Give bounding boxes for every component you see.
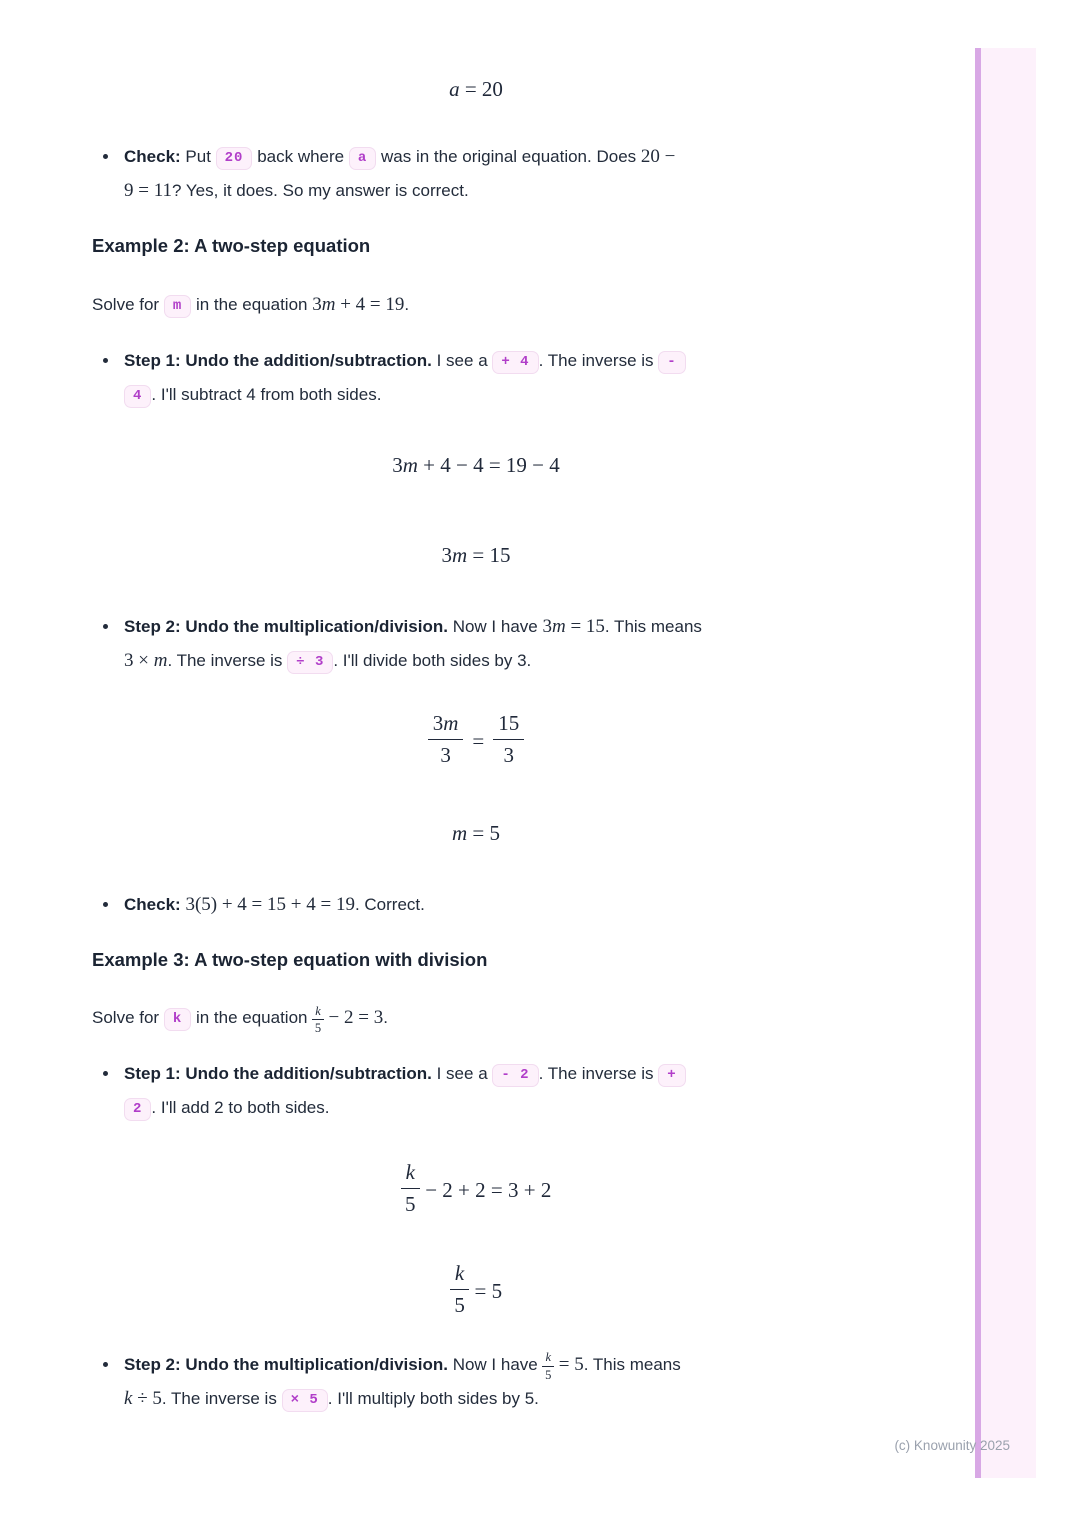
display-equation-m5 <box>92 818 860 848</box>
step1-bullet-text <box>124 344 860 412</box>
text-run: . Correct. <box>354 895 425 915</box>
text-run: Solve for <box>92 1008 164 1028</box>
math-text: + 4 − 4 = 19 − 4 <box>417 453 560 477</box>
inline-math: − 2 = 3 <box>323 1007 384 1029</box>
math-text: = 15 <box>467 543 511 567</box>
text-run: Put <box>180 147 216 166</box>
math-variable-m: m <box>451 821 468 846</box>
display-equation-subtract4 <box>92 450 860 480</box>
text-run: . <box>404 295 410 314</box>
text-run: Solve for <box>92 295 164 314</box>
text-run: Now I have <box>447 1354 543 1374</box>
example2-step1-bullet <box>92 344 860 412</box>
example2-problem-statement <box>92 288 860 322</box>
fraction-k5: $\frac{k}{5}$ <box>401 1161 420 1216</box>
inline-math: 3m = 15 <box>542 616 605 637</box>
example3-step1-bullet <box>92 1057 860 1125</box>
inline-math: 3 × m <box>124 650 168 671</box>
operation-chip-4: 4 <box>124 385 151 408</box>
text-run: in the equation <box>191 295 313 314</box>
equals-sign: = <box>472 729 485 754</box>
example3-problem-statement <box>92 1001 860 1035</box>
math-variable-m: m <box>451 543 468 567</box>
math-text: = 5 <box>467 821 500 846</box>
bullet-dot <box>92 1057 124 1125</box>
math-text: = 5 <box>469 1279 503 1304</box>
text-run: I see a <box>431 351 493 370</box>
inline-math: 3(5) + 4 = 15 + 4 = 19 <box>180 894 355 916</box>
fraction-right: $\frac{15}{3}$ <box>493 712 524 767</box>
example3-heading: Example 3: A two-step equation with division <box>92 949 488 971</box>
operation-chip-plus4: + 4 <box>492 351 538 374</box>
inline-math: 3m + 4 = 19 <box>312 294 405 315</box>
text-run: in the equation <box>191 1008 313 1028</box>
text-run: . This means <box>583 1354 681 1374</box>
text-run: back where <box>252 147 349 166</box>
text-run: . The inverse is <box>161 1388 282 1408</box>
operation-chip-divide3: ÷ 3 <box>287 651 333 674</box>
bullet-dot <box>92 1348 124 1416</box>
display-equation-divide-both-sides <box>92 712 860 767</box>
operation-chip-minus2: - 2 <box>492 1064 538 1087</box>
step2-bullet-text <box>124 610 860 678</box>
check-label: Check: <box>124 147 181 166</box>
example3-step2-bullet <box>92 1348 860 1416</box>
page-edge-highlight-bar <box>975 48 1036 1478</box>
math-text: 3 <box>441 543 452 567</box>
operation-chip-minus: - <box>658 351 685 374</box>
check-bullet-text <box>124 888 860 922</box>
math-text: = 20 <box>459 77 503 101</box>
text-run: . I'll subtract 4 from both sides. <box>151 385 382 404</box>
check-label: Check: <box>124 895 181 915</box>
fraction-left: $\frac{3m}{3}$ <box>428 712 464 767</box>
text-run: Now I have <box>447 617 543 636</box>
inline-math: 9 = 11 <box>124 180 173 201</box>
text-run: . I'll add 2 to both sides. <box>151 1098 330 1118</box>
text-run: . I'll divide both sides by 3. <box>333 651 532 670</box>
text-run: ? Yes, it does. So my answer is correct. <box>172 181 469 200</box>
bullet-dot <box>92 140 124 208</box>
text-run: . The inverse is <box>538 351 659 370</box>
display-equation-k5 <box>92 1262 860 1317</box>
display-equation-a-solution <box>92 74 860 104</box>
variable-chip-k: k <box>164 1008 191 1031</box>
operation-chip-2: 2 <box>124 1098 151 1121</box>
variable-chip-m: m <box>164 295 191 318</box>
bullet-dot <box>92 344 124 412</box>
math-variable-a: a <box>449 77 460 101</box>
text-run: . This means <box>604 617 702 636</box>
inline-math: k ÷ 5 <box>124 1387 162 1409</box>
check-bullet-example1 <box>92 140 860 208</box>
text-run: . The inverse is <box>167 651 288 670</box>
step1-bullet-text <box>124 1057 860 1125</box>
example2-heading: Example 2: A two-step equation <box>92 235 371 256</box>
operation-chip-plus: + <box>658 1064 685 1087</box>
text-run: I see a <box>431 1064 493 1084</box>
bullet-dot <box>92 888 124 922</box>
variable-chip-a: a <box>349 147 376 170</box>
math-text: 3 <box>392 453 403 477</box>
bullet-dot <box>92 610 124 678</box>
math-text: − 2 + 2 = 3 + 2 <box>419 1178 552 1203</box>
text-run: was in the original equation. Does <box>376 147 641 166</box>
step1-label: Step 1: Undo the addition/subtraction. <box>124 1064 432 1084</box>
step2-bullet-text <box>124 1348 860 1416</box>
inline-math: = 5 <box>554 1353 584 1375</box>
display-equation-add2 <box>92 1161 860 1216</box>
inline-math: 20 − <box>640 146 676 167</box>
step1-label: Step 1: Undo the addition/subtraction. <box>124 351 432 370</box>
fraction-k5: $\frac{k}{5}$ <box>450 1262 469 1317</box>
text-run: . The inverse is <box>538 1064 659 1084</box>
inline-fraction-k5: $\frac{k}{5}$ <box>542 1351 554 1381</box>
step2-label: Step 2: Undo the multiplication/division. <box>124 1354 448 1374</box>
operation-chip-times5: × 5 <box>282 1389 328 1412</box>
math-variable-m: m <box>402 453 418 477</box>
check-bullet-example2 <box>92 888 860 922</box>
check-bullet-text <box>124 140 860 208</box>
step2-label: Step 2: Undo the multiplication/division. <box>124 617 448 636</box>
display-equation-3m15 <box>92 540 860 570</box>
inline-fraction-k5: $\frac{k}{5}$ <box>312 1005 324 1035</box>
document-content <box>92 0 860 1416</box>
text-run: . <box>383 1008 388 1028</box>
value-chip-20: 20 <box>216 147 253 170</box>
copyright-footer: (c) Knowunity 2025 <box>894 1438 1010 1453</box>
example2-step2-bullet <box>92 610 860 678</box>
text-run: . I'll multiply both sides by 5. <box>327 1388 539 1408</box>
